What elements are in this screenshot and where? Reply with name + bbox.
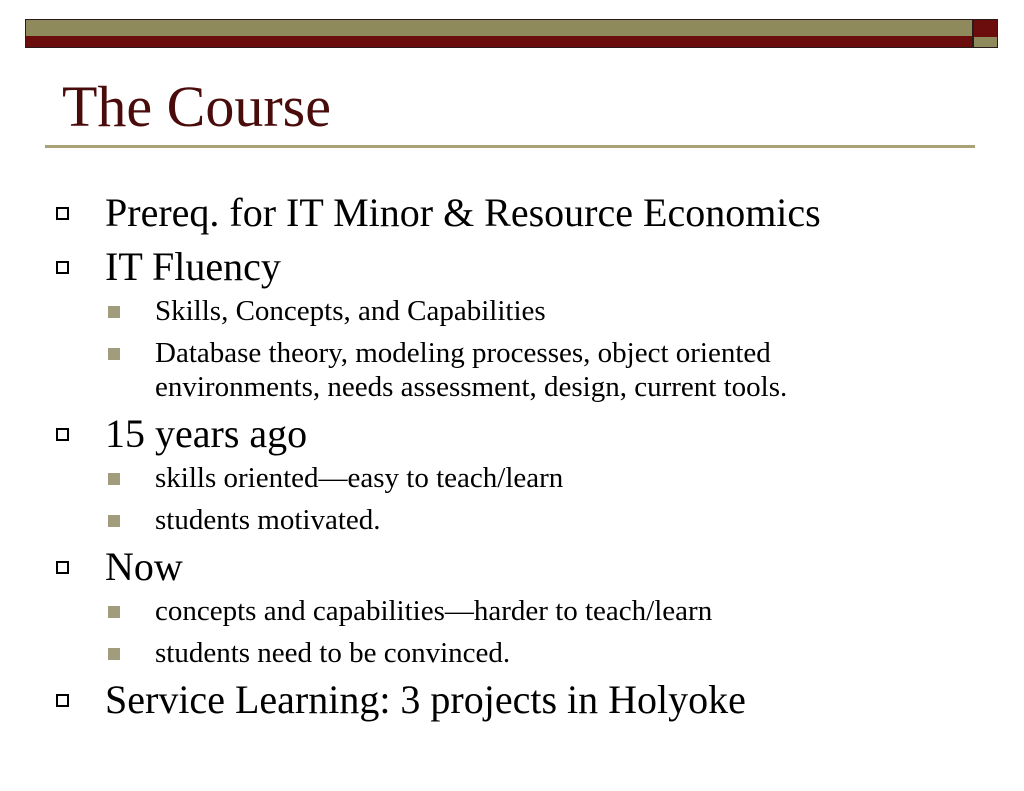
filled-square-bullet-icon bbox=[108, 606, 120, 618]
filled-square-bullet-icon bbox=[108, 348, 120, 360]
sub-bullet-database-line1: Database theory, modeling processes, object oriented bbox=[155, 337, 771, 369]
bullet-15-years-ago: 15 years ago bbox=[105, 411, 308, 456]
hollow-square-bullet-icon bbox=[56, 694, 69, 707]
sub-bullet-concepts: concepts and capabilities—harder to teach/learn bbox=[155, 595, 713, 627]
slide-title: The Course bbox=[62, 74, 331, 139]
bullet-now: Now bbox=[105, 544, 183, 589]
hollow-square-bullet-icon bbox=[56, 261, 69, 274]
filled-square-bullet-icon bbox=[108, 648, 120, 660]
filled-square-bullet-icon bbox=[108, 515, 120, 527]
sub-bullet-skills-oriented: skills oriented—easy to teach/learn bbox=[155, 462, 564, 494]
hollow-square-bullet-icon bbox=[56, 207, 69, 220]
bullet-service-learning: Service Learning: 3 projects in Holyoke bbox=[105, 677, 746, 722]
sub-bullet-skills: Skills, Concepts, and Capabilities bbox=[155, 295, 546, 327]
bullet-prereq: Prereq. for IT Minor & Resource Economics bbox=[105, 190, 821, 235]
hollow-square-bullet-icon bbox=[56, 428, 69, 441]
sub-bullet-students-motivated: students motivated. bbox=[155, 504, 381, 536]
bullet-it-fluency: IT Fluency bbox=[105, 244, 281, 289]
filled-square-bullet-icon bbox=[108, 473, 120, 485]
filled-square-bullet-icon bbox=[108, 306, 120, 318]
sub-bullet-database-line2: environments, needs assessment, design, current tools. bbox=[155, 371, 788, 403]
hollow-square-bullet-icon bbox=[56, 561, 69, 574]
sub-bullet-convinced: students need to be convinced. bbox=[155, 637, 511, 669]
